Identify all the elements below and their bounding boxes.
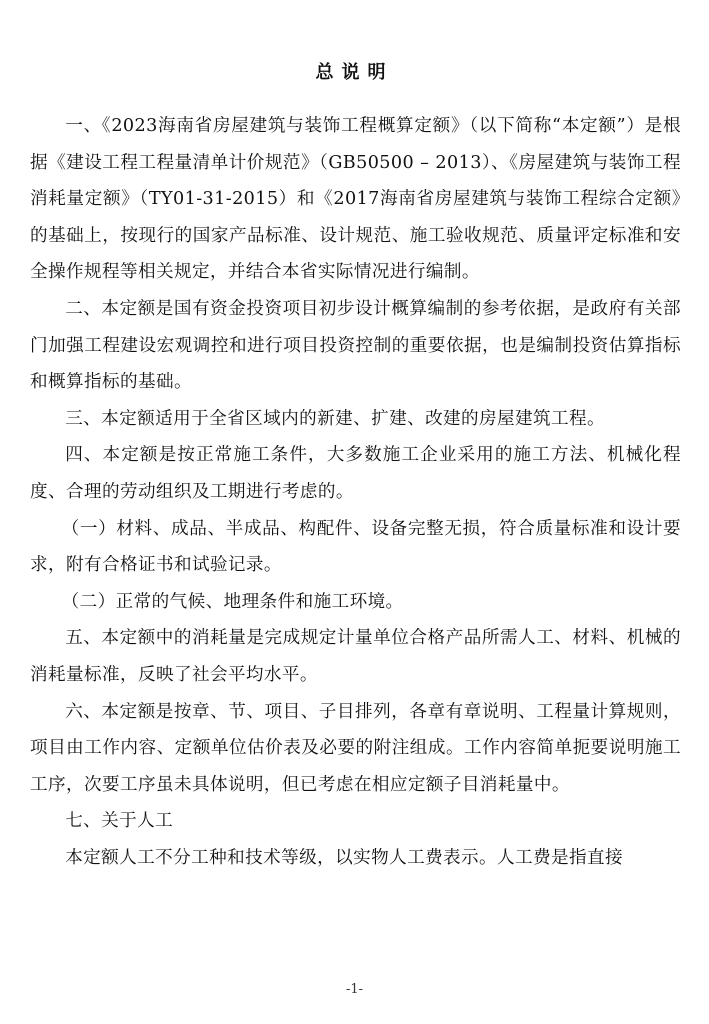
section-heading-labor: 七、关于人工 [65,811,174,832]
sub-paragraph-1: （一）材料、成品、半成品、构配件、设备完整无损，符合质量标准和设计要求，附有合格证书和试验记录。 [30,518,681,576]
document-body [30,108,681,876]
paragraph-2: 二、本定额是国有资金投资项目初步设计概算编制的参考依据，是政府有关部门加强工程建设宏观调控和进行项目投资控制的重要依据，也是编制投资估算指标和概算指标的基础。 [30,298,681,393]
paragraph-7: 本定额人工不分工种和技术等级，以实物人工费表示。人工费是指直接 [65,847,623,868]
paragraph-3: 三、本定额适用于全省区域内的新建、扩建、改建的房屋建筑工程。 [65,408,606,429]
page-number: -1- [345,982,364,997]
sub-paragraph-2: （二）正常的气候、地理条件和施工环境。 [61,591,404,612]
paragraph-5: 五、本定额中的消耗量是完成规定计量单位合格产品所需人工、材料、机械的消耗量标准，反映了社会平均水平。 [30,628,681,685]
paragraph-6: 六、本定额是按章、节、项目、子目排列，各章有章说明、工程量计算规则，项目由工作内容、定额单位估价表及必要的附注组成。工作内容简单扼要说明施工工序，次要工序虽未具体说明，但已考虑在相应定额子目消耗量中。 [30,701,681,795]
paragraph-4: 四、本定额是按正常施工条件，大多数施工企业采用的施工方法、机械化程度、合理的劳动组织及工期进行考虑的。 [30,445,681,502]
paragraph-1: 一、《2023海南省房屋建筑与装饰工程概算定额》（以下简称“本定额”）是根据《建设工程工程量清单计价规范》（GB50500 – 2013）、《房屋建筑与装饰工程消耗量定额》（TY01-31-2015）和《2017海南省房屋建筑与装饰工程综合定额》的基础上，按现行的国家产品标准、设计规范、施工验收规范、质量评定标准和安全操作规程等相关规定，并结合本省实际情况进行编制。 [30,116,681,283]
page-title: 总说明 [315,62,394,83]
